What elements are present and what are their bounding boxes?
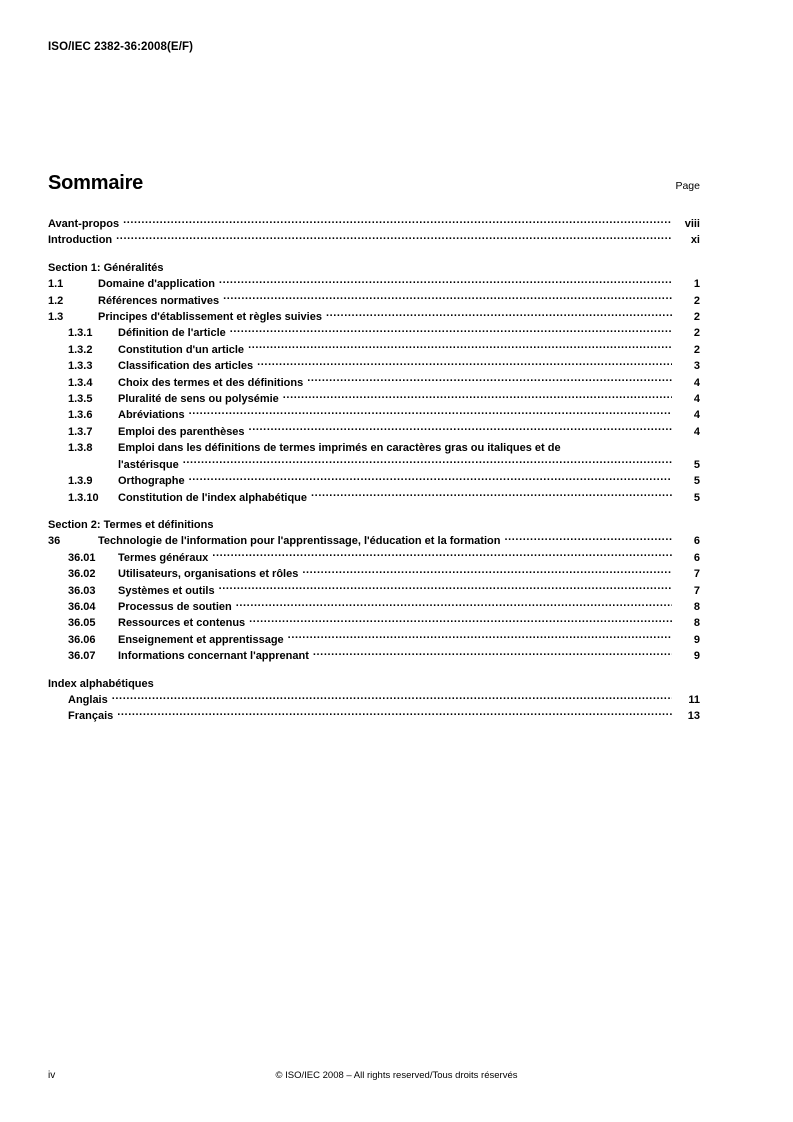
toc-page-number: 5	[693, 475, 700, 488]
toc-dot-leader	[112, 692, 672, 703]
toc-entry-number: 36.03	[68, 584, 96, 597]
toc-page-number: 2	[693, 311, 700, 324]
toc-entry[interactable]	[48, 342, 700, 358]
toc-dot-leader	[117, 708, 672, 719]
toc-page-number: 2	[693, 343, 700, 356]
toc-entry-label: Constitution d'un article	[118, 343, 245, 356]
toc-entry-label: Références normatives	[98, 294, 220, 307]
toc-entry-label: Abréviations	[118, 409, 185, 422]
toc-entry-label: Emploi dans les définitions de termes imprimés en caractères gras ou italiques et de	[118, 442, 561, 455]
toc-entry[interactable]	[48, 293, 700, 309]
toc-dot-leader	[123, 216, 672, 227]
toc-entry[interactable]	[48, 358, 700, 374]
toc-entry-label: Classification des articles	[118, 360, 254, 373]
toc-page-number: 6	[693, 535, 700, 548]
toc-entry-number: 1.3.3	[68, 360, 93, 373]
toc-entry-continuation[interactable]	[48, 457, 700, 473]
toc-page-number: 8	[693, 617, 700, 630]
toc-entry-number: 1.3.6	[68, 409, 93, 422]
toc-entry-number: 36.07	[68, 650, 96, 663]
copyright-notice: © ISO/IEC 2008 – All rights reserved/Tous droits réservés	[275, 1070, 518, 1081]
toc-entry[interactable]	[48, 583, 700, 599]
document-standard-header: ISO/IEC 2382-36:2008(E/F)	[48, 41, 194, 53]
toc-entry[interactable]	[48, 440, 700, 456]
toc-page-number: 5	[693, 458, 700, 471]
toc-page-number: 7	[693, 584, 700, 597]
toc-entry-number: 1.3.1	[68, 327, 93, 340]
toc-entry-number: 36.02	[68, 568, 96, 581]
toc-entry-number: 1.3.5	[68, 393, 93, 406]
toc-page-number: xi	[690, 234, 700, 247]
toc-page-number: 8	[693, 600, 700, 613]
toc-entry[interactable]	[48, 632, 700, 648]
toc-page-number: 4	[693, 376, 700, 389]
toc-entry-label: Index alphabétiques	[48, 677, 154, 690]
toc-dot-leader	[249, 615, 672, 626]
toc-dot-leader	[257, 358, 672, 369]
toc-page-number: 7	[693, 568, 700, 581]
toc-entry[interactable]	[48, 232, 700, 248]
toc-dot-leader	[219, 583, 672, 594]
toc-dot-leader	[249, 424, 672, 435]
contents-title-row	[48, 172, 700, 195]
toc-dot-leader	[189, 473, 672, 484]
toc-entry-number: 36.04	[68, 600, 96, 613]
toc-entry-number: 1.3.7	[68, 425, 93, 438]
toc-dot-leader	[223, 293, 672, 304]
toc-entry-label: Section 2: Termes et définitions	[48, 518, 214, 531]
toc-dot-leader	[189, 407, 672, 418]
toc-entry-label: Français	[68, 710, 114, 723]
toc-page-number: 9	[693, 650, 700, 663]
toc-page-number: 4	[693, 425, 700, 438]
toc-entry[interactable]	[48, 599, 700, 615]
toc-entry-label: Pluralité de sens ou polysémie	[118, 393, 279, 406]
toc-entry[interactable]	[48, 566, 700, 582]
toc-entry[interactable]	[48, 407, 700, 423]
toc-entry-number: 1.2	[48, 294, 64, 307]
toc-entry[interactable]	[48, 490, 700, 506]
toc-dot-leader	[311, 490, 672, 501]
page-footer	[0, 1070, 793, 1090]
toc-page-number: 4	[693, 393, 700, 406]
toc-page-number: 6	[693, 551, 700, 564]
toc-entry-label: Termes généraux	[118, 551, 209, 564]
toc-page-number: 2	[693, 294, 700, 307]
toc-dot-leader	[283, 391, 672, 402]
toc-page-number: 2	[693, 327, 700, 340]
toc-entry-number: 1.3.4	[68, 376, 93, 389]
toc-dot-leader	[116, 232, 672, 243]
page-column-header: Page	[675, 180, 700, 192]
toc-entry-label: Principes d'établissement et règles suivies	[98, 311, 322, 324]
toc-entry-label: Emploi des parenthèses	[118, 425, 245, 438]
table-of-contents	[48, 216, 700, 725]
toc-entry[interactable]	[48, 473, 700, 489]
toc-entry[interactable]	[48, 424, 700, 440]
toc-entry-label-continued: l'astérisque	[118, 458, 179, 471]
toc-entry-label: Processus de soutien	[118, 600, 232, 613]
toc-entry[interactable]	[48, 550, 700, 566]
toc-dot-leader	[248, 342, 672, 353]
toc-entry[interactable]	[48, 391, 700, 407]
toc-entry[interactable]	[48, 692, 700, 708]
toc-page-number: 3	[693, 360, 700, 373]
toc-entry-number: 36.05	[68, 617, 96, 630]
toc-entry-label: Systèmes et outils	[118, 584, 215, 597]
toc-entry-label: Choix des termes et des définitions	[118, 376, 304, 389]
toc-entry-label: Introduction	[48, 234, 113, 247]
toc-dot-leader	[212, 550, 672, 561]
toc-entry-label: Informations concernant l'apprenant	[118, 650, 309, 663]
toc-entry[interactable]	[48, 648, 700, 664]
toc-page-number: 4	[693, 409, 700, 422]
toc-entry-label: Définition de l'article	[118, 327, 226, 340]
toc-dot-leader	[230, 325, 672, 336]
toc-entry[interactable]	[48, 533, 700, 549]
toc-entry[interactable]	[48, 615, 700, 631]
toc-page-number: 9	[693, 633, 700, 646]
toc-page-number: 1	[693, 278, 700, 291]
toc-entry-label: Constitution de l'index alphabétique	[118, 491, 308, 504]
toc-dot-leader	[302, 566, 672, 577]
toc-entry-label: Utilisateurs, organisations et rôles	[118, 568, 299, 581]
toc-entry-label: Technologie de l'information pour l'apprentissage, l'éducation et la formation	[98, 535, 501, 548]
toc-dot-leader	[219, 276, 672, 287]
toc-entry	[48, 260, 700, 276]
toc-dot-leader	[183, 457, 672, 468]
toc-entry-number: 1.3.8	[68, 442, 93, 455]
toc-entry-number: 1.3	[48, 311, 64, 324]
toc-entry-number: 36	[48, 535, 61, 548]
toc-entry-number: 1.1	[48, 278, 64, 291]
toc-dot-leader	[326, 309, 672, 320]
toc-dot-leader	[504, 533, 672, 544]
toc-entry[interactable]	[48, 276, 700, 292]
folio-number: iv	[48, 1070, 56, 1081]
toc-page-number: 13	[687, 710, 700, 723]
toc-page-number: 11	[688, 693, 700, 706]
toc-entry[interactable]	[48, 375, 700, 391]
toc-entry-number: 1.3.2	[68, 343, 93, 356]
toc-dot-leader	[236, 599, 672, 610]
toc-page-number: 5	[693, 491, 700, 504]
toc-entry-label: Avant-propos	[48, 218, 120, 230]
toc-entry[interactable]	[48, 309, 700, 325]
toc-entry[interactable]	[48, 216, 700, 232]
toc-entry-label: Orthographe	[118, 475, 185, 488]
toc-entry-number: 36.06	[68, 633, 96, 646]
toc-entry-number: 36.01	[68, 551, 96, 564]
toc-entry[interactable]	[48, 325, 700, 341]
toc-entry-label: Enseignement et apprentissage	[118, 633, 284, 646]
toc-dot-leader	[288, 632, 672, 643]
toc-dot-leader	[313, 648, 672, 659]
toc-entry-label: Anglais	[68, 693, 108, 706]
toc-entry-label: Section 1: Généralités	[48, 261, 164, 274]
toc-entry	[48, 517, 700, 533]
page-title: Sommaire	[48, 172, 144, 194]
toc-entry[interactable]	[48, 708, 700, 724]
toc-entry-label: Ressources et contenus	[118, 617, 246, 630]
toc-page-number: viii	[684, 218, 700, 230]
toc-dot-leader	[307, 375, 672, 386]
toc-entry-number: 1.3.10	[68, 491, 99, 504]
toc-entry	[48, 676, 700, 692]
toc-entry-number: 1.3.9	[68, 475, 93, 488]
toc-entry-label: Domaine d'application	[98, 278, 215, 291]
